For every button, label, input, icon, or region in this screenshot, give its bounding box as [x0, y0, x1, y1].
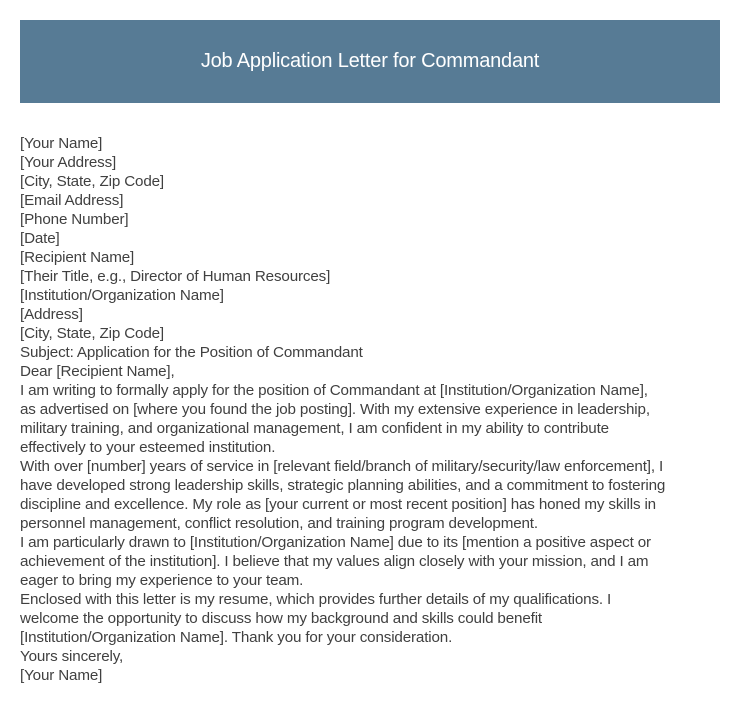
- letter-line: [Date]: [20, 230, 60, 247]
- title-banner: [20, 20, 720, 103]
- letter-line: welcome the opportunity to discuss how my background and skills could benefit: [20, 610, 542, 627]
- letter-line: have developed strong leadership skills, strategic planning abilities, and a commitment to fostering: [20, 477, 666, 494]
- letter-line: effectively to your esteemed institution.: [20, 439, 276, 456]
- letter-line: personnel management, conflict resolution, and training program development.: [20, 515, 538, 532]
- letter-line: [Your Address]: [20, 154, 117, 171]
- letter-line: [Your Name]: [20, 667, 103, 684]
- letter-line: eager to bring my experience to your team.: [20, 572, 304, 589]
- letter-line: [Institution/Organization Name]. Thank you for your consideration.: [20, 629, 453, 646]
- letter-line: I am particularly drawn to [Institution/Organization Name] due to its [mention a positive aspect or: [20, 534, 651, 551]
- page-title: Job Application Letter for Commandant: [200, 50, 540, 72]
- letter-line: Enclosed with this letter is my resume, which provides further details of my qualifications. I: [20, 591, 612, 608]
- letter-line: [Recipient Name]: [20, 249, 135, 266]
- letter-body: [20, 134, 730, 685]
- letter-line: military training, and organizational management, I am confident in my ability to contribute: [20, 420, 609, 437]
- letter-line: achievement of the institution]. I believe that my values align closely with your mission, and I am: [20, 553, 649, 570]
- letter-line: [Address]: [20, 306, 83, 323]
- letter-line: [Phone Number]: [20, 211, 129, 228]
- letter-line: Dear [Recipient Name],: [20, 363, 175, 380]
- letter-line: [Institution/Organization Name]: [20, 287, 224, 304]
- letter-line: Yours sincerely,: [20, 648, 124, 665]
- letter-line: With over [number] years of service in [relevant field/branch of military/security/law enforcement], I: [20, 458, 664, 475]
- letter-line: [City, State, Zip Code]: [20, 173, 164, 190]
- letter-line: discipline and excellence. My role as [your current or most recent position] has honed my skills in: [20, 496, 656, 513]
- letter-line: I am writing to formally apply for the position of Commandant at [Institution/Organization Name],: [20, 382, 648, 399]
- letter-line: Subject: Application for the Position of Commandant: [20, 344, 363, 361]
- letter-line: as advertised on [where you found the job posting]. With my extensive experience in leadership,: [20, 401, 650, 418]
- letter-line: [Email Address]: [20, 192, 124, 209]
- letter-line: [City, State, Zip Code]: [20, 325, 164, 342]
- letter-line: [Their Title, e.g., Director of Human Resources]: [20, 268, 331, 285]
- letter-line: [Your Name]: [20, 135, 103, 152]
